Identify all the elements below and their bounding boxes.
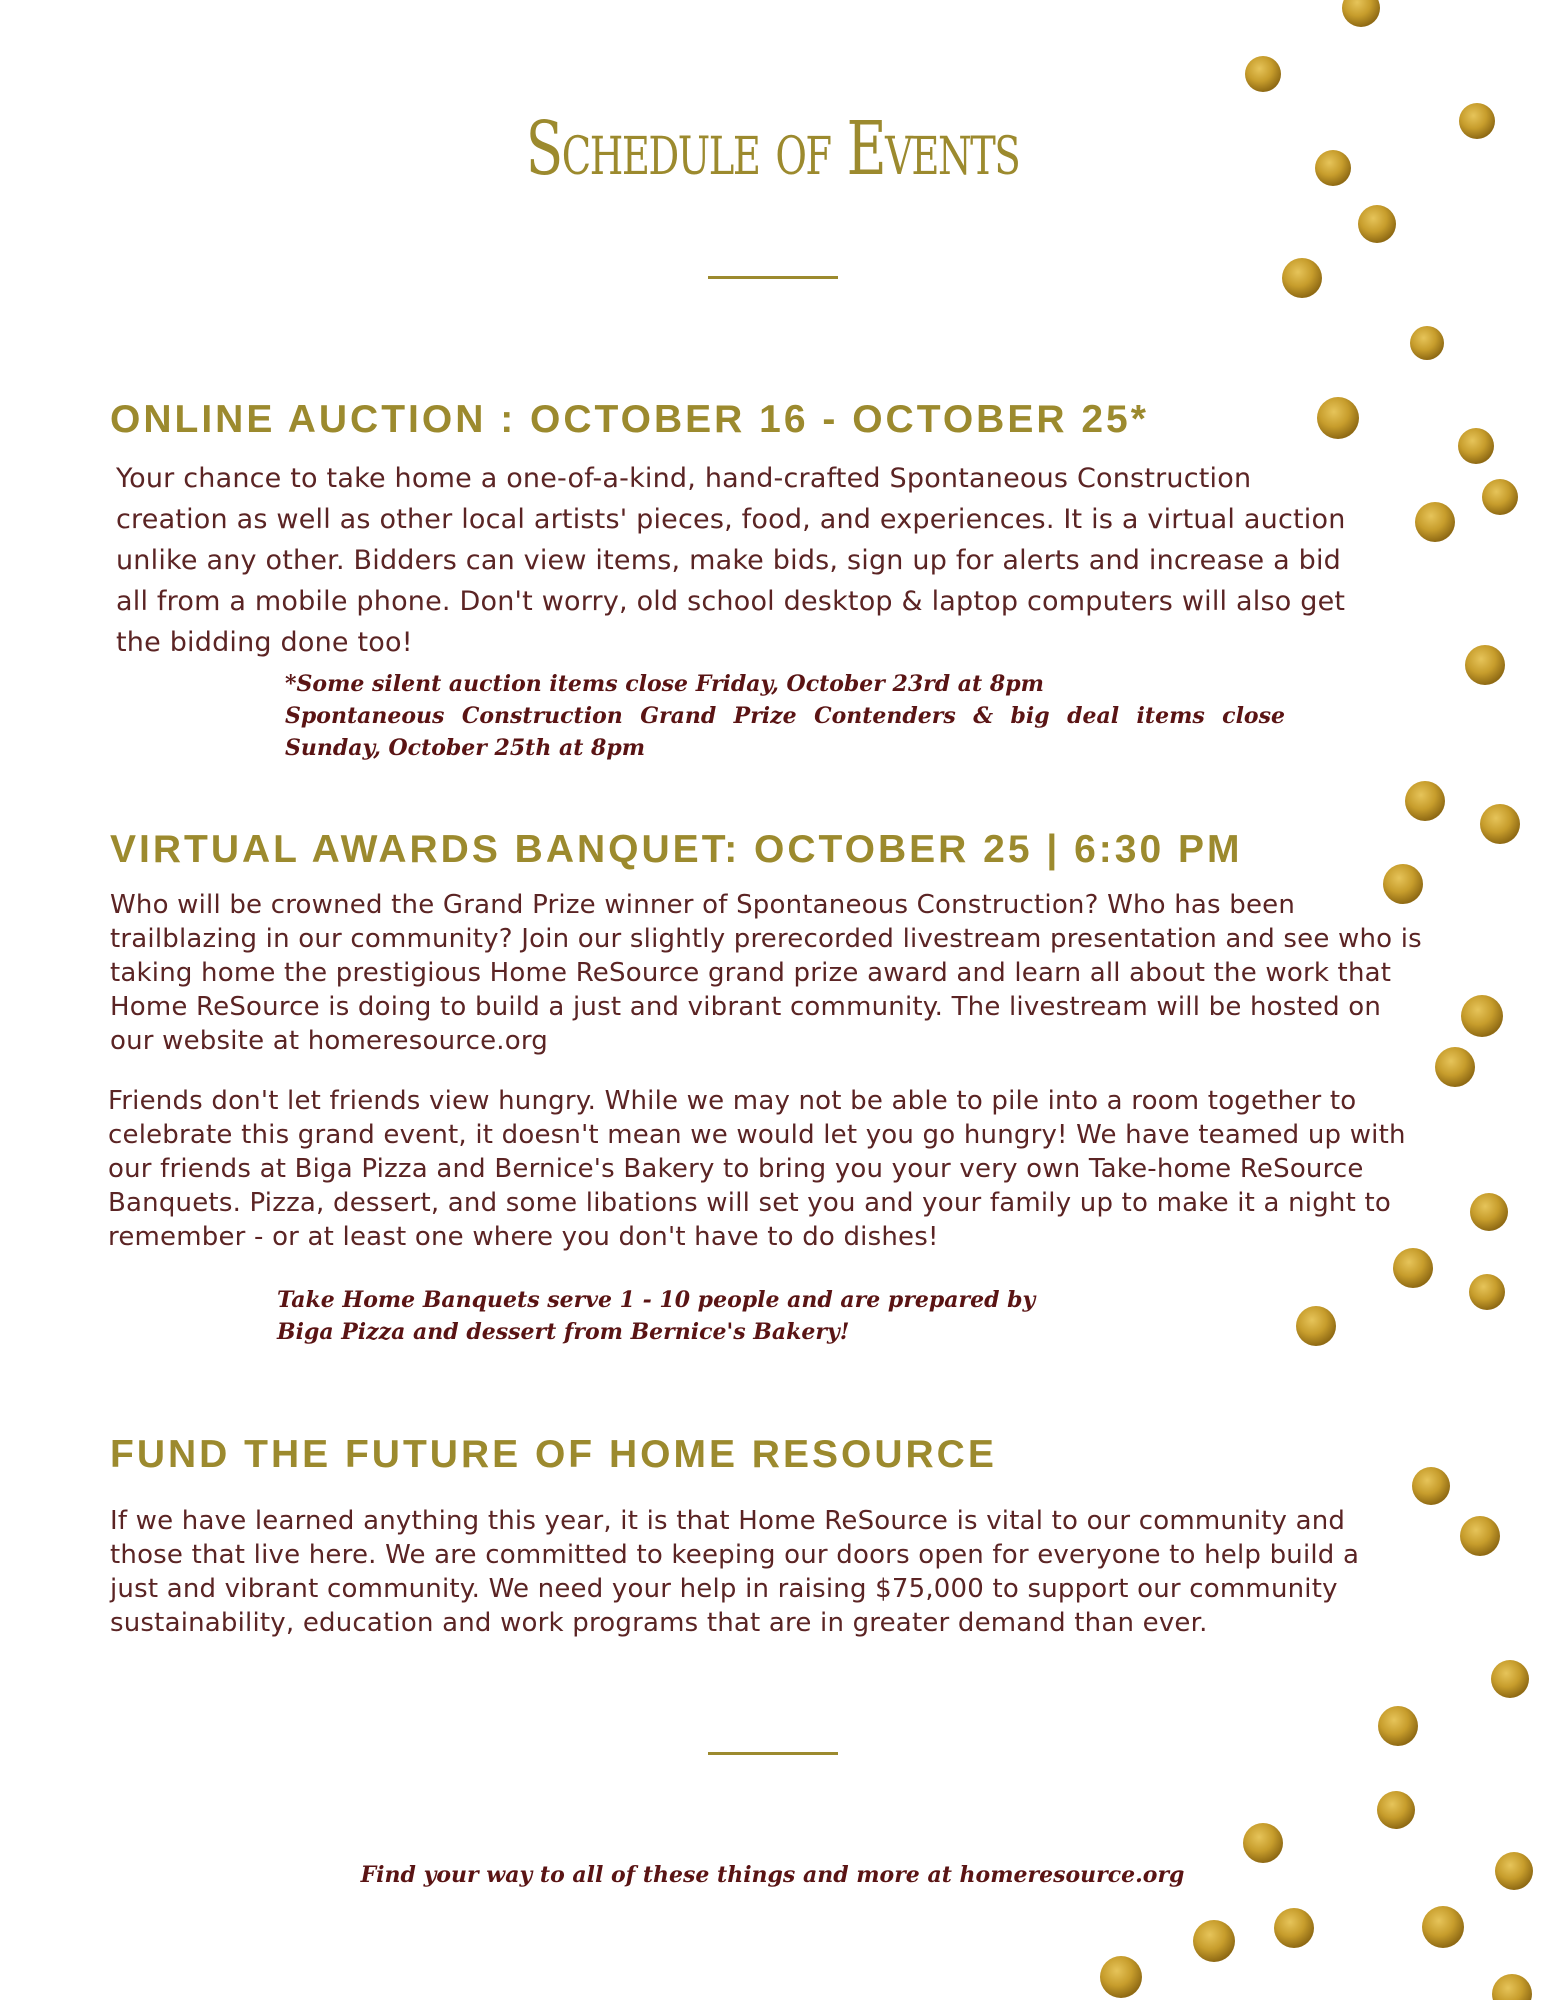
banquet-note xyxy=(277,1284,1097,1348)
gold-dot xyxy=(1317,397,1359,439)
gold-dot xyxy=(1465,645,1505,685)
gold-dot xyxy=(1435,1047,1475,1087)
gold-dot xyxy=(1100,1956,1142,1998)
title-divider xyxy=(708,276,838,279)
gold-dot xyxy=(1377,1791,1415,1829)
gold-dot xyxy=(1274,1908,1314,1948)
gold-dot xyxy=(1405,781,1445,821)
gold-dot xyxy=(1422,1906,1464,1948)
fund-description: If we have learned anything this year, it is that Home ReSource is vital to our community and those that live here. We are committed to keeping our doors open for everyone to help build a just and vibrant community. We need your help in raising $75,000 to support our community sustainability, education and work programs that are in greater demand than ever. xyxy=(110,1506,1360,1638)
gold-dot xyxy=(1470,1193,1508,1231)
footer-divider xyxy=(708,1752,838,1755)
auction-closing-note xyxy=(285,668,1285,764)
gold-dot xyxy=(1296,1306,1336,1346)
banquet-note-text: Take Home Banquets serve 1 - 10 people and are prepared by Biga Pizza and dessert from Bernice's Bakery! xyxy=(277,1287,1036,1345)
banquet-take-home-description: Friends don't let friends view hungry. While we may not be able to pile into a room together to celebrate this grand event, it doesn't mean we would let you go hungry! We have teamed up with our friends at Biga Pizza and Bernice's Bakery to bring you your very own Take-home ReSource Banquets. Pizza, dessert, and some libations will set you and your family up to make it a night to remember - or at least one where you don't have to do dishes! xyxy=(108,1086,1406,1252)
gold-dot xyxy=(1358,205,1396,243)
gold-dot xyxy=(1378,1706,1418,1746)
auction-note-line-2: Spontaneous Construction Grand Prize Contenders & big deal items close Sunday, October 25th at 8pm xyxy=(285,703,1285,761)
page-title: Schedule of Events xyxy=(525,106,1020,192)
gold-dot xyxy=(1460,1516,1500,1556)
gold-dot xyxy=(1282,258,1322,298)
gold-dot xyxy=(1412,1467,1450,1505)
gold-dot xyxy=(1491,1660,1529,1698)
gold-dot xyxy=(1492,1974,1532,2000)
banquet-heading: VIRTUAL AWARDS BANQUET: OCTOBER 25 | 6:30 PM xyxy=(110,828,1243,871)
gold-dot xyxy=(1410,326,1444,360)
gold-dot xyxy=(1480,804,1520,844)
gold-dot xyxy=(1469,1274,1505,1310)
fund-heading: FUND THE FUTURE OF HOME RESOURCE xyxy=(110,1433,997,1476)
gold-dot xyxy=(1342,0,1380,27)
auction-note-line-1: *Some silent auction items close Friday, October 23rd at 8pm xyxy=(285,671,1044,697)
auction-description: Your chance to take home a one-of-a-kind, hand-crafted Spontaneous Construction creation as well as other local artists' pieces, food, and experiences. It is a virtual auction unlike any other. Bidders can view items, make bids, sign up for alerts and increase a bid all from a mobile phone. Don't worry, old school desktop & laptop computers will also get the bidding done too! xyxy=(116,463,1346,658)
gold-dot xyxy=(1245,56,1281,92)
gold-dot xyxy=(1461,995,1503,1037)
gold-dot xyxy=(1459,103,1495,139)
gold-dot xyxy=(1193,1920,1235,1962)
gold-dot xyxy=(1393,1248,1433,1288)
gold-dot xyxy=(1415,502,1455,542)
auction-heading: ONLINE AUCTION : OCTOBER 16 - OCTOBER 25* xyxy=(110,398,1149,441)
gold-dot xyxy=(1458,428,1494,464)
footer-text: Find your way to all of these things and more at homeresource.org xyxy=(360,1862,1185,1888)
gold-dot xyxy=(1243,1823,1283,1863)
gold-dot xyxy=(1482,479,1518,515)
banquet-description: Who will be crowned the Grand Prize winner of Spontaneous Construction? Who has been trailblazing in our community? Join our slightly prerecorded livestream presentation and see who is taking home the prestigious Home ReSource grand prize award and learn all about the work that Home ReSource is doing to build a just and vibrant community. The livestream will be hosted on our website at homeresource.org xyxy=(110,890,1422,1056)
